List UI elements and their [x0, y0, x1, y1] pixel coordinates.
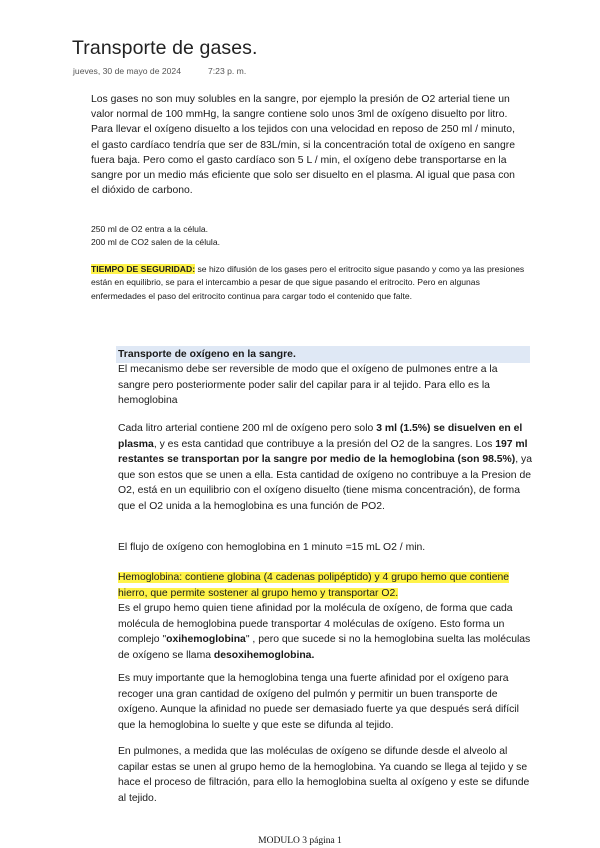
p2-bold-hemoglobin: 197 ml restantes se transportan por la sangre por medio de la hemoglobina (son 98.5%)	[118, 438, 528, 466]
page-title: Transporte de gases.	[72, 37, 258, 59]
intro-text	[91, 92, 521, 198]
note-date: jueves, 30 de mayo de 2024	[73, 66, 181, 76]
page-footer: MODULO 3 página 1	[258, 836, 342, 846]
hemoglobin-highlight: Hemoglobina: contiene globina (4 cadenas polipéptido) y 4 grupo hemo que contiene hierro, que permite sostener al grupo hemo y transportar O2.	[118, 572, 510, 599]
section-paragraph-4	[118, 570, 532, 664]
section-paragraph-2	[118, 421, 532, 515]
section-paragraph-3: El flujo de oxígeno con hemoglobina en 1 minuto =15 mL O2 / min.	[118, 542, 426, 553]
p2-text-c: , y es esta cantidad que contribuye a la presión del O2 de la sangres. Los	[153, 438, 496, 450]
p4-bold-oxihemoglobina: oxihemoglobina	[166, 634, 246, 646]
gas-amounts	[91, 223, 521, 250]
intro-paragraph-1: Los gases no son muy solubles en la sangre, por ejemplo la presión de O2 arterial tiene un valor normal de 100 mmHg, la sangre contiene solo unos 3ml de oxígeno disuelto por litro.	[91, 94, 510, 121]
safety-time-label: TIEMPO DE SEGURIDAD:	[91, 264, 196, 274]
p2-text-e: , ya que son estos que se unen a ella. Esta cantidad de oxígeno no contribuye a la Presion de O2, está en un equilibrio con el oxígeno disuelto (tiene misma concentración), de forma que el O2 unida a la hemoglobina es una función de PO2.	[118, 454, 532, 512]
p2-bold-dissolved: 3 ml (1.5%) se disuelven en el plasma	[118, 423, 523, 450]
section-heading: Transporte de oxígeno en la sangre.	[116, 346, 530, 363]
note-time: 7:23 p. m.	[208, 66, 247, 76]
p4-text-c: " , pero que sucede si no la hemoglobina suelta las moléculas de oxígeno se llama	[118, 634, 531, 661]
section-paragraph-6: En pulmones, a medida que las moléculas de oxígeno se difunde desde el alveolo al capilar estas se unen al grupo hemo de la hemoglobina. Ya cuando se llega al tejido y se hace el proceso de filtración, para ello la hemoglobina suelta al oxígeno y este se difunde al tejido.	[118, 746, 530, 804]
co2-amount-line: 200 ml de CO2 salen de la célula.	[91, 237, 220, 248]
o2-amount-line: 250 ml de O2 entra a la célula.	[91, 224, 209, 234]
section-paragraph-5: Es muy importante que la hemoglobina tenga una fuerte afinidad por el oxígeno para recoger una gran cantidad de oxígeno del pulmón y permitir un buen transporte de oxígeno. Aunque la afinidad no puede ser demasiado fuerte ya que después será difícil que la hemoglobina lo suelte y que este se difunda al tejido.	[118, 673, 519, 731]
safety-time-text: se hizo difusión de los gases pero el eritrocito sigue pasando y como ya las presiones están en equilibrio, se para el intercambio a pesar de que sigue pasando el eritrocito. Pero en algunas enfermedades el paso del eritrocito continua para cargar todo el contenido que falte.	[91, 264, 525, 301]
intro-paragraph-2: Para llevar el oxígeno disuelto a los tejidos con una velocidad en reposo de 250 ml / minuto, el gasto cardíaco tendría que ser de 83L/min, si la concentración total de oxígeno en sangre fuera baja. Pero como el gasto cardíaco son 5 L / min, el oxígeno debe transportarse en la sangre por un medio más eficiente que solo ser disuelto en el plasma. Al igual que pasa con el dióxido de carbono.	[91, 124, 515, 197]
section-paragraph-1: El mecanismo debe ser reversible de modo que el oxígeno de pulmones entre a la sangre pero posteriormente poder salir del capilar para ir al tejido. Para ello es la hemoglobina	[118, 364, 498, 407]
safety-time-note	[91, 263, 531, 303]
p4-text-a: Es el grupo hemo quien tiene afinidad por la molécula de oxígeno, de forma que cada molécula de hemoglobina puede transportar 4 moléculas de oxígeno. Esto forma un complejo "	[118, 603, 513, 646]
p4-bold-desoxihemoglobina: desoxihemoglobina.	[213, 649, 315, 661]
p2-text-a: Cada litro arterial contiene 200 ml de oxígeno pero solo	[118, 423, 377, 434]
